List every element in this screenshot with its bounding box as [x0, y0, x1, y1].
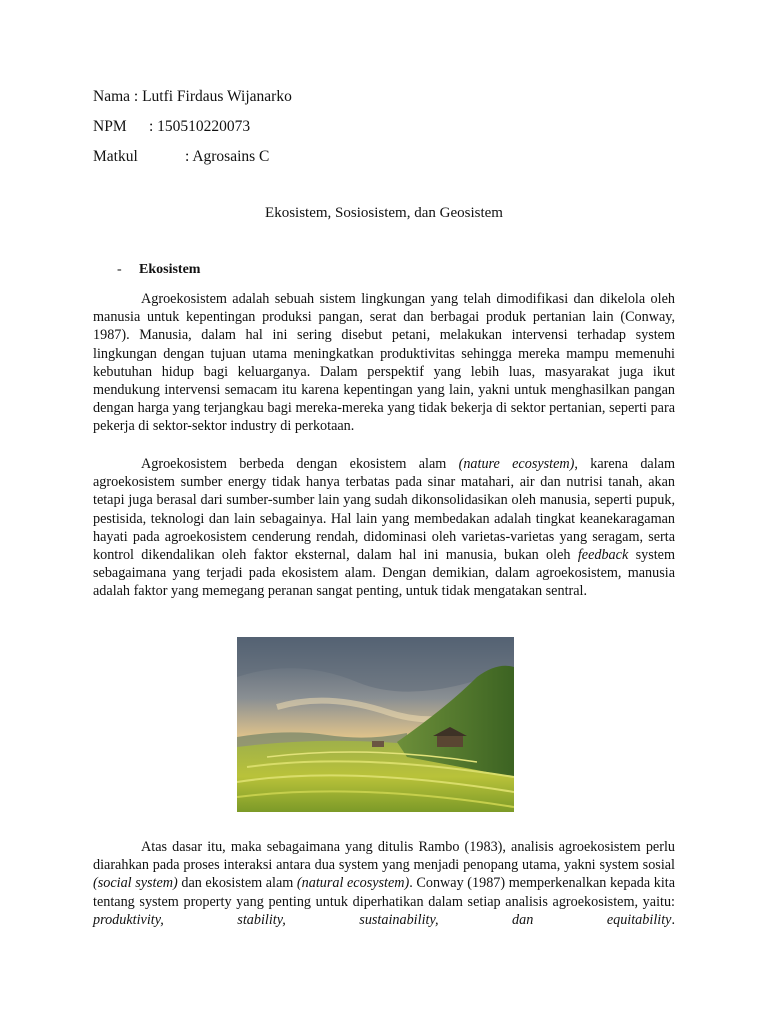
section-heading	[117, 262, 200, 278]
paragraph-1: Agroekosistem adalah sebuah sistem lingkungan yang telah dimodifikasi dan dikelola oleh manusia untuk kepentingan produksi pangan, serat dan berbagai produk pertanian lain (Conway, 1987). Manusia, dalam hal ini sering disebut petani, melakukan intervensi terhadap system lingkungan dengan tujuan utama meningkatkan produktivitas sehingga mereka mampu memenuhi kebutuhan hidup bagi keluarganya. Dalam perspektif yang lebih luas, masyarakat juga ikut mendukung intervensi semacam itu karena kepentingan yang lain, yakni untuk menghasilkan pangan dengan harga yang terjangkau bagi mereka-mereka yang tidak bekerja di sektor pertanian, seperti para pekerja di sektor-sektor industry di perkotaan.	[93, 291, 675, 435]
matkul-label: Matkul	[93, 148, 138, 165]
matkul-value: : Agrosains C	[185, 148, 270, 165]
p3-text-c: . Conway (1987) memperkenalkan kepada kita tentang system property yang penting untuk diperhatikan dalam setiap analisis agroekosistem, yaitu:	[93, 875, 676, 910]
p2-text-b: , karena dalam agroekosistem sumber energy tidak hanya terbatas pada sinar matahari, air dan nutrisi tanah, akan tetapi juga berasal dari sumber-sumber lain yang sudah dikonsolidasikan oleh manusia, seperti pupuk, pestisida, teknologi dan lain sebagainya. Hal lain yang membedakan adalah tingkat keanekaragaman hayati pada agroekosistem cenderung rendah, didominasi oleh varietas-varietas yang seragam, serta kontrol dikendalikan oleh faktor eksternal, dalam hal ini manusia, bukan oleh	[93, 456, 675, 564]
p3-text-b: dan ekosistem alam	[177, 875, 297, 892]
p3-text-d: .	[671, 911, 675, 928]
p2-italic-2: feedback	[577, 547, 629, 564]
section-label: Ekosistem	[139, 262, 201, 277]
paragraph-3	[93, 838, 675, 929]
rice-terrace-photo	[237, 637, 514, 812]
npm-value: : 150510220073	[149, 118, 251, 135]
p2-text-c: system sebagaimana yang terjadi pada ekosistem alam. Dengan demikian, dalam agroekosistem, manusia adalah faktor yang memegang peranan sangat penting, untuk tidak mengatakan sentral.	[93, 547, 675, 600]
matkul-line	[93, 147, 269, 167]
npm-line	[93, 117, 250, 137]
p2-italic-1: (nature ecosystem)	[458, 456, 575, 472]
document-title: Ekosistem, Sosiosistem, dan Geosistem	[265, 205, 503, 221]
npm-label: NPM	[93, 118, 127, 135]
bullet-marker: -	[117, 262, 122, 277]
nama-line: Nama : Lutfi Firdaus Wijanarko	[93, 88, 292, 105]
p2-text-a: Agroekosistem berbeda dengan ekosistem alam	[141, 456, 459, 472]
paragraph-2	[93, 455, 675, 601]
p3-italic-3: produktivity, stability, sustainability, dan equitability	[93, 911, 672, 928]
p3-italic-1: (social system)	[93, 875, 178, 892]
p3-italic-2: (natural ecosystem)	[296, 875, 410, 892]
p3-text-a: Atas dasar itu, maka sebagaimana yang ditulis Rambo (1983), analisis agroekosistem perlu diarahkan pada proses interaksi antara dua system yang menjadi penopang utama, yakni system sosial	[93, 839, 675, 874]
